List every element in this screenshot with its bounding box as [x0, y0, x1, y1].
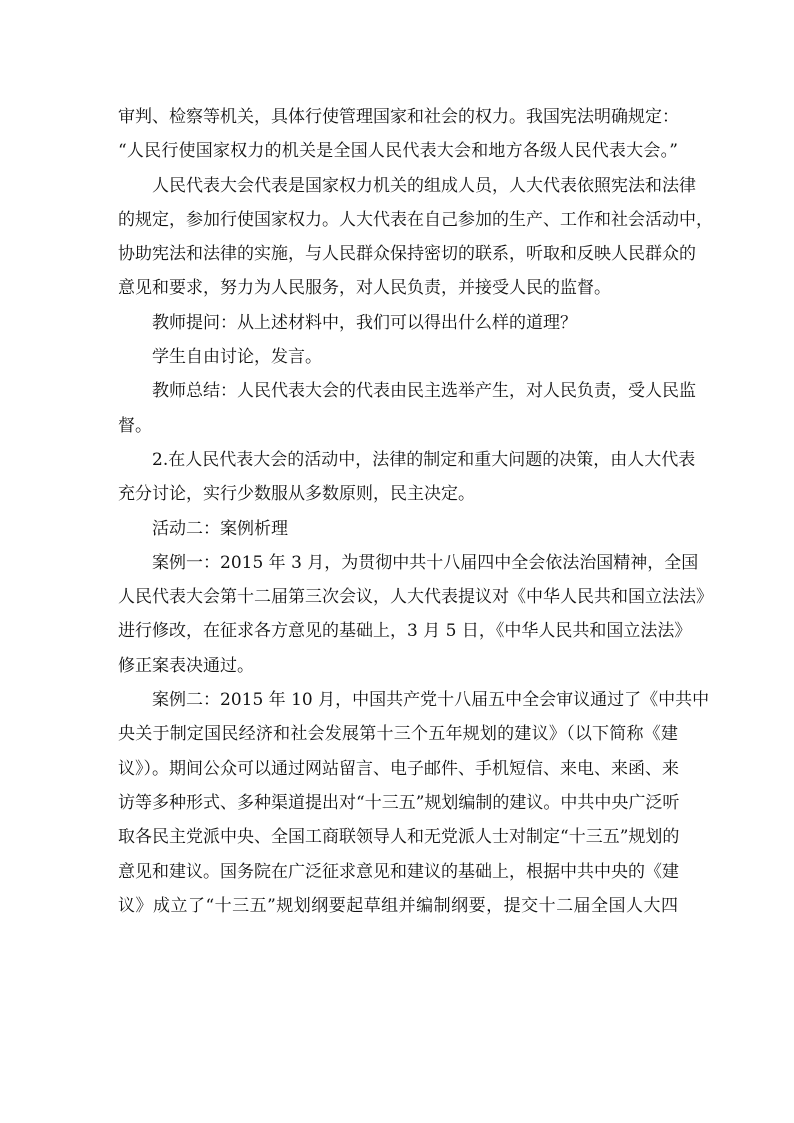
text-line: 修正案表决通过。 [118, 655, 254, 676]
text-line: 人民代表大会代表是国家权力机关的组成人员，人大代表依照宪法和法律 [152, 175, 696, 196]
text-line: 活动二：案例析理 [152, 518, 288, 539]
text-line: 案例二：2015 年 10 月，中国共产党十八届五中全会审议通过了《中共中 [152, 690, 710, 711]
text-line: 审判、检察等机关，具体行使管理国家和社会的权力。我国宪法明确规定： [118, 107, 679, 127]
text-line: 意见和要求，努力为人民服务，对人民负责，并接受人民的监督。 [118, 278, 611, 299]
text-line: 协助宪法和法律的实施，与人民群众保持密切的联系，听取和反映人民群众的 [118, 244, 696, 265]
text-line: 议》成立了“十三五”规划纲要起草组并编制纲要，提交十二届全国人大四 [118, 895, 678, 916]
text-line: 学生自由讨论，发言。 [152, 347, 322, 368]
text-line: 2.在人民代表大会的活动中，法律的制定和重大问题的决策，由人大代表 [152, 449, 696, 470]
text-line: 访等多种形式、多种渠道提出对“十三五”规划编制的建议。中共中央广泛听 [118, 792, 680, 813]
document-body [118, 100, 713, 923]
text-line: 的规定，参加行使国家权力。人大代表在自己参加的生产、工作和社会活动中， [118, 209, 713, 230]
text-line: “人民行使国家权力的机关是全国人民代表大会和地方各级人民代表大会。” [118, 141, 678, 162]
text-line: 意见和建议。国务院在广泛征求意见和建议的基础上，根据中共中央的《建 [118, 861, 679, 882]
text-line: 进行修改，在征求各方意见的基础上，3 月 5 日，《中华人民共和国立法法》 [118, 621, 692, 642]
text-line: 央关于制定国民经济和社会发展第十三个五年规划的建议》（以下简称《建 [118, 724, 678, 745]
text-line: 充分讨论，实行少数服从多数原则，民主决定。 [118, 484, 475, 505]
text-line: 案例一：2015 年 3 月，为贯彻中共十八届四中全会依法治国精神，全国 [152, 552, 699, 573]
text-line: 人民代表大会第十二届第三次会议，人大代表提议对《中华人民共和国立法法》 [118, 587, 713, 608]
text-line: 督。 [118, 415, 152, 436]
text-line: 教师总结：人民代表大会的代表由民主选举产生，对人民负责，受人民监 [152, 381, 696, 402]
text-line: 教师提问：从上述材料中，我们可以得出什么样的道理？ [152, 312, 577, 333]
text-line: 取各民主党派中央、全国工商联领导人和无党派人士对制定“十三五”规划的 [118, 827, 680, 848]
text-line: 议》）。期间公众可以通过网站留言、电子邮件、手机短信、来电、来函、来 [118, 758, 679, 779]
